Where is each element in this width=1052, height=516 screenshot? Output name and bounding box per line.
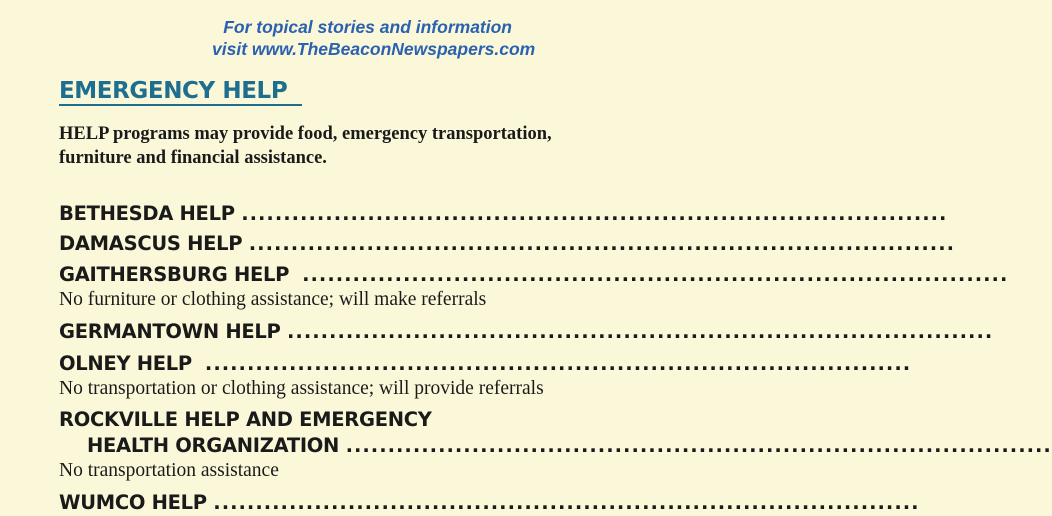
listing-damascus-help [59,231,956,257]
listing-name [59,201,948,227]
listing-name [59,319,994,345]
listing-gaithersburg-help [59,262,1009,312]
listing-name [59,231,956,257]
listing-note: No transportation assistance [59,460,279,481]
listing-name [59,262,1009,288]
listing-bethesda-help [59,201,948,227]
listing-wumco-help [59,490,920,516]
leader-dots: .................................................................................... [302,263,1009,286]
listing-name-text: HEALTH ORGANIZATION [87,434,340,457]
leader-dots: .................................................................................... [204,352,912,375]
listing-name-text: DAMASCUS HELP [59,232,243,255]
promo-line-2: visit www.TheBeaconNewspapers.com [212,39,536,59]
listing-rockville-help [59,407,1052,483]
listing-name [59,351,912,377]
section-title-underline [59,104,302,106]
listing-germantown-help [59,319,994,345]
listing-olney-help [59,351,912,401]
listing-name-text: GAITHERSBURG HELP [59,263,290,286]
listing-note: No transportation or clothing assistance; will provide referrals [59,378,544,399]
listing-name [59,490,920,516]
leader-dots: .................................................................................... [345,434,1052,457]
leader-dots: .................................................................................... [248,232,956,255]
listing-name-text: GERMANTOWN HELP [59,320,281,343]
listing-name-text: OLNEY HELP [59,352,192,375]
intro-line-2: furniture and financial assistance. [59,148,327,168]
section-intro [59,122,552,170]
intro-line-1: HELP programs may provide food, emergency transportation, [59,124,552,144]
listing-name-line-2 [59,433,1052,459]
section-title: EMERGENCY HELP [59,78,288,104]
leader-dots: .................................................................................... [241,202,948,225]
listing-name-text: BETHESDA HELP [59,202,235,225]
promo-banner [212,16,536,60]
promo-line-1: For topical stories and information [223,17,512,37]
listing-note: No furniture or clothing assistance; will make referrals [59,289,487,310]
leader-dots: .................................................................................... [213,491,920,514]
listing-name-line-1: ROCKVILLE HELP AND EMERGENCY [59,408,432,431]
leader-dots: .................................................................................... [287,320,994,343]
listing-name-text: WUMCO HELP [59,491,207,514]
